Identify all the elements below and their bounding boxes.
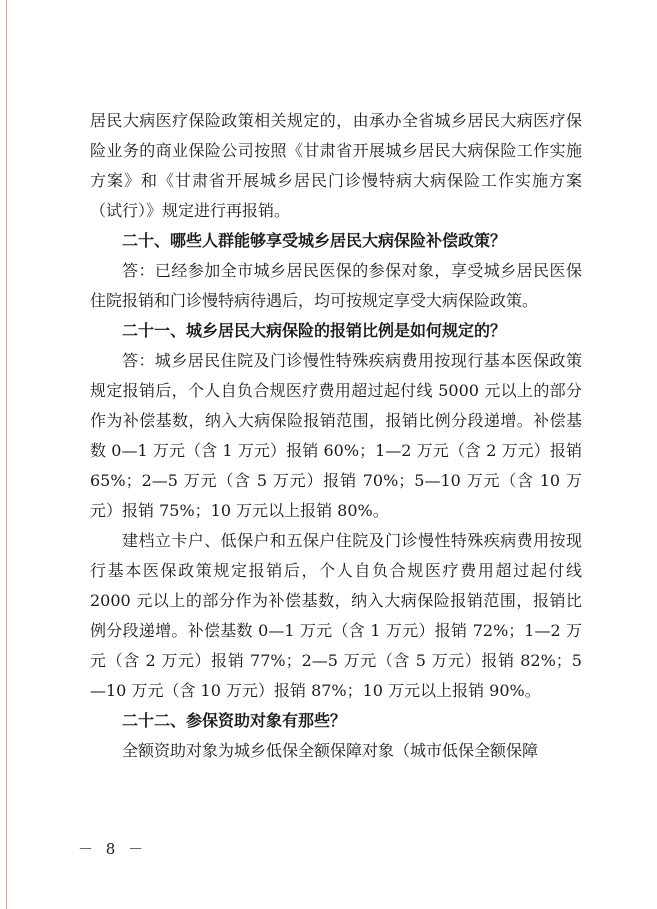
question-heading-22: 二十二、参保资助对象有那些？	[122, 711, 347, 730]
answer-paragraph-21: 答：城乡居民住院及门诊慢性特殊疾病费用按现行基本医保政策规定报销后，个人自负合规医疗费用超过起付线 5000 元以上的部分作为补偿基数，纳入大病保险报销范围，报销比例分段递增。补偿基数 0—1 万元（含 1 万元）报销 60%；1—2 万元（含 2 万元）报销 65%；2—5 万元（含 5 万元）报销 70%；5—10 万元（含 10 万元）报销 75%；10 万元以上报销 80%。	[90, 351, 582, 520]
document-body	[90, 106, 582, 766]
answer-paragraph-20: 答：已经参加全市城乡居民医保的参保对象，享受城乡居民医保住院报销和门诊慢特病待遇后，均可按规定享受大病保险政策。	[90, 261, 582, 310]
answer-paragraph-22: 全额资助对象为城乡低保全额保障对象（城市低保全额保障	[122, 741, 539, 760]
question-heading-20: 二十、哪些人群能够享受城乡居民大病保险补偿政策？	[122, 231, 507, 250]
question-heading-21: 二十一、城乡居民大病保险的报销比例是如何规定的？	[122, 321, 507, 340]
page-edge-line	[6, 0, 7, 909]
paragraph-continuation: 居民大病医疗保险政策相关规定的，由承办全省城乡居民大病医疗保险业务的商业保险公司按照《甘肃省开展城乡居民大病保险工作实施方案》和《甘肃省开展城乡居民门诊慢特病大病保险工作实施方案（试行）》规定进行再报销。	[90, 111, 582, 220]
answer-paragraph-21-special-groups: 建档立卡户、低保户和五保户住院及门诊慢性特殊疾病费用按现行基本医保政策规定报销后，个人自负合规医疗费用超过起付线 2000 元以上的部分作为补偿基数，纳入大病保险报销范围，报销比例分段递增。补偿基数 0—1 万元（含 1 万元）报销 72%；1—2 万元（含 2 万元）报销 77%；2—5 万元（含 5 万元）报销 82%；5—10 万元（含 10 万元）报销 87%；10 万元以上报销 90%。	[90, 531, 582, 700]
page-number: － 8 －	[78, 840, 148, 858]
